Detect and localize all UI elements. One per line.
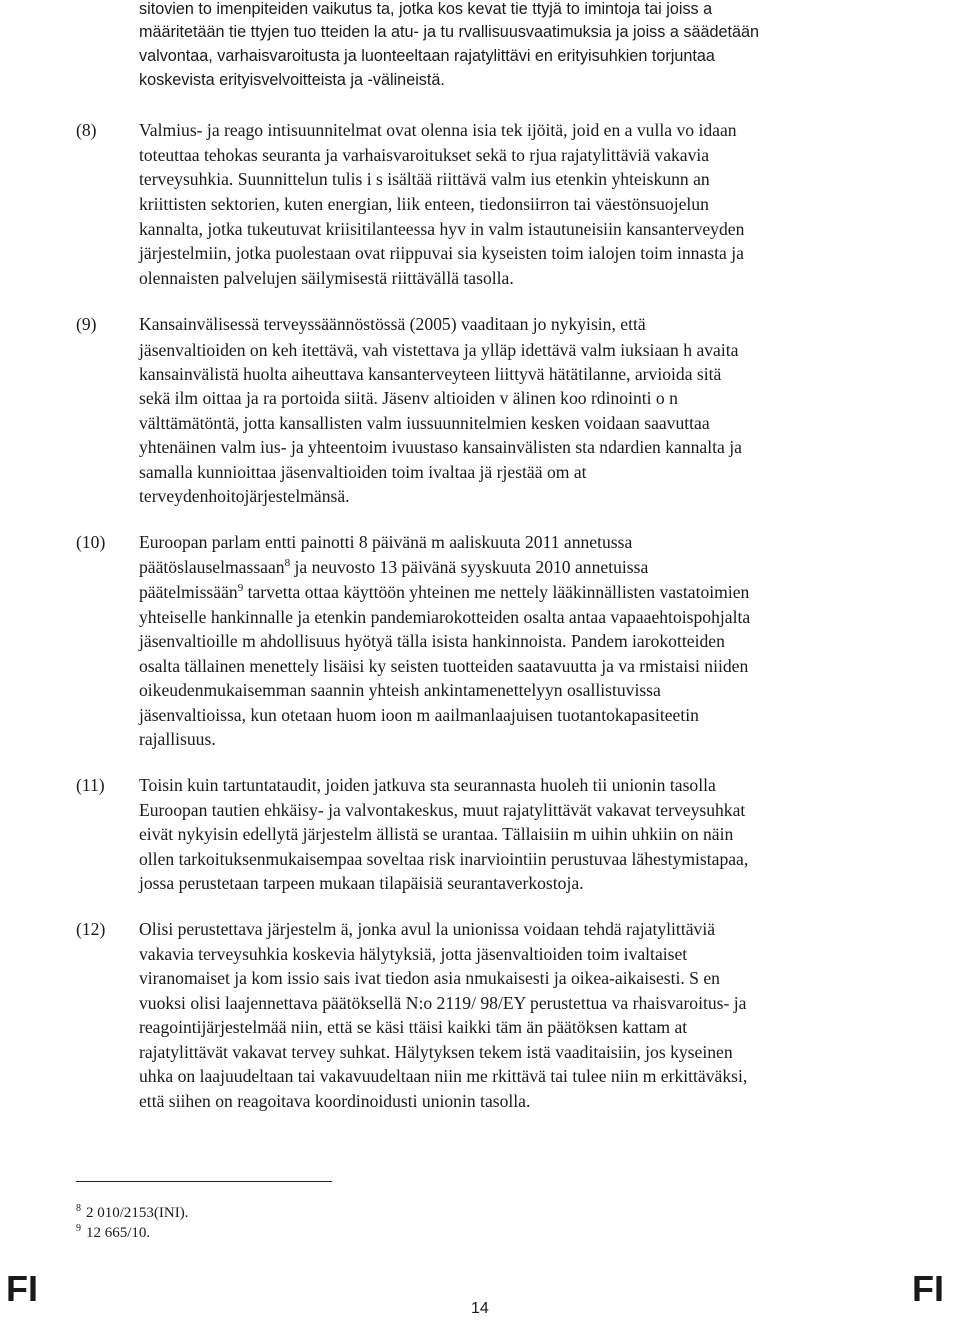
text-line: Valmius- ja reago intisuunnitelmat ovat olenna isia tek ijöitä, joid en a vulla vo idaan <box>139 120 737 140</box>
text-line: jäsenvaltioissa, kun otetaan huom ioon m aailmanlaajuisen tuotantokapasiteetin <box>139 705 699 725</box>
paragraph-number: (10) <box>76 532 106 552</box>
text-line <box>139 557 648 578</box>
language-code-left: FI <box>6 1268 38 1309</box>
text-line: Kansainvälisessä terveyssäännöstössä (2005) vaaditaan jo nykyisin, että <box>139 314 646 334</box>
text-line: Euroopan tautien ehkäisy- ja valvontakeskus, muut rajatylittävät vakavat terveysuhkat <box>139 800 746 820</box>
text-line: kansainvälistä huolta aiheuttava kansanterveyteen liittyvä hätätilanne, arvioida sitä <box>139 364 722 384</box>
text-line: yhtenäinen valm ius- ja yhteentoim ivuustaso kansainvälisten sta ndardien kannalta ja <box>139 437 742 457</box>
text-line: valvontaa, varhaisvaroitusta ja luonteeltaan rajatylittävi en erityisuhkien torjuntaa <box>139 47 715 65</box>
text-line: terveydenhoitojärjestelmänsä. <box>139 486 350 506</box>
text-line: Olisi perustettava järjestelm ä, jonka avul la unionissa voidaan tehdä rajatylittäviä <box>139 919 716 939</box>
text-line: yhteiselle hankinnalle ja etenkin pandemiarokotteiden osalta antaa vapaaehtoispohjalta <box>139 607 751 627</box>
text-line: reagointijärjestelmää niin, että se käsi ttäisi kaikki täm än päätöksen kattam at <box>139 1017 688 1037</box>
text-line: samalla kunnioittaa jäsenvaltioiden toim ivaltaa jä rjestää om at <box>139 462 587 482</box>
text-line: kriittisten sektorien, kuten energian, liik enteen, tiedonsiirron tai väestönsuojelun <box>139 194 709 214</box>
footnote-divider <box>76 1181 332 1182</box>
language-code-right: FI <box>912 1268 944 1309</box>
paragraph-number: (9) <box>76 314 97 334</box>
text-line: jossa perustetaan tarpeen mukaan tilapäisiä seurantaverkostoja. <box>139 873 584 893</box>
footnote <box>76 1203 188 1222</box>
paragraph-number: (12) <box>76 919 106 939</box>
text-line: jäsenvaltioiden on keh itettävä, vah vistettava ja ylläp idettävä valm iuksiaan h avaita <box>139 340 739 360</box>
text-line: että siihen on reagoitava koordinoidusti unionin tasolla. <box>139 1091 531 1111</box>
paragraph-number: (11) <box>76 775 105 795</box>
text-line: rajatylittävät vakavat tervey suhkat. Hälytyksen tekem istä vaaditaisiin, jos kyseinen <box>139 1042 733 1062</box>
text-line: sekä ilm oittaa ja ra portoida siitä. Jäsenv altioiden v älinen koo rdinointi o n <box>139 388 678 408</box>
paragraph-number: (8) <box>76 120 97 140</box>
text-line: osalta tällainen menettely lisäisi ky seisten tuotteiden saatavuutta ja va rmistaisi niiden <box>139 656 749 676</box>
footnote-mark: 8 <box>76 1203 81 1214</box>
text-line: ollen tarkoituksenmukaisempaa soveltaa risk inarviointiin perustuvaa lähestymistapaa, <box>139 849 749 869</box>
footnote-mark: 9 <box>76 1223 81 1234</box>
footnote-ref[interactable]: 9 <box>237 582 244 594</box>
text-line: koskevista erityisvelvoitteista ja -välineistä. <box>139 71 445 89</box>
text-fragment: päätelmissään <box>139 582 238 602</box>
text-fragment: tarvetta ottaa käyttöön yhteinen me nettely lääkinnällisten vastatoimien <box>247 582 750 602</box>
text-line: olennaisten palvelujen säilymisestä riittävällä tasolla. <box>139 268 514 288</box>
text-line: vakavia terveysuhkia koskevia hälytyksiä, jotta jäsenvaltioiden toim ivaltaiset <box>139 944 688 964</box>
text-line: rajallisuus. <box>139 729 216 749</box>
text-fragment: ja neuvosto 13 päivänä syyskuuta 2010 annetuissa <box>294 557 649 577</box>
footnote-text: 2 010/2153(INI). <box>86 1205 189 1221</box>
text-line: sitovien to imenpiteiden vaikutus ta, jotka kos kevat tie ttyjä to imintoja tai joiss a <box>139 0 713 18</box>
text-line: määritetään tie ttyjen tuo tteiden la atu- ja tu rvallisuusvaatimuksia ja joiss a säädetään <box>139 23 759 41</box>
text-line: järjestelmiin, jotka puolestaan ovat riippuvai sia kyseisten toim ialojen toim innasta ja <box>139 243 744 263</box>
text-line: Toisin kuin tartuntataudit, joiden jatkuva sta seurannasta huoleh tii unionin tasolla <box>139 775 716 795</box>
footnote <box>76 1223 150 1242</box>
footnote-text: 12 665/10. <box>86 1225 151 1241</box>
text-line: viranomaiset ja kom issio sais ivat tiedon asia nmukaisesti ja oikea-aikaisesti. S en <box>139 968 720 988</box>
text-line: uhka on laajuudeltaan tai vakavuudeltaan niin me rkittävä tai tulee niin m erkittäväksi, <box>139 1066 748 1086</box>
footnote-ref[interactable]: 8 <box>284 557 291 569</box>
text-fragment: päätöslauselmassaan <box>139 557 285 577</box>
text-line: oikeudenmukaisemman saannin yhteish ankintamenettelyyn osallistuvissa <box>139 680 661 700</box>
page-number: 14 <box>471 1300 489 1317</box>
text-line: toteuttaa tehokas seuranta ja varhaisvaroitukset sekä to rjua rajatylittäviä vakavia <box>139 145 710 165</box>
text-line: kannalta, jotka tukeutuvat kriisitilanteessa hyv in valm istautuneisiin kansanterveyden <box>139 219 745 239</box>
text-line: eivät nykyisin edellytä järjestelm ällistä se urantaa. Tällaisiin m uihin uhkiin on näin <box>139 824 734 844</box>
text-line: välttämätöntä, jotta kansallisten valm iussuunnitelmien kesken voidaan saavuttaa <box>139 413 710 433</box>
text-line <box>139 582 749 603</box>
text-line: Euroopan parlam entti painotti 8 päivänä m aaliskuuta 2011 annetussa <box>139 532 633 552</box>
text-line: jäsenvaltioille m ahdollisuus hyötyä tälla isista hankinnoista. Pandem iarokotteiden <box>139 631 725 651</box>
text-line: terveysuhkia. Suunnittelun tulis i s isältää riittävä valm ius etenkin yhteiskunn an <box>139 169 710 189</box>
text-line: vuoksi olisi laajennettava päätöksellä N:o 2119/ 98/EY perustettua va rhaisvaroitus- ja <box>139 993 747 1013</box>
